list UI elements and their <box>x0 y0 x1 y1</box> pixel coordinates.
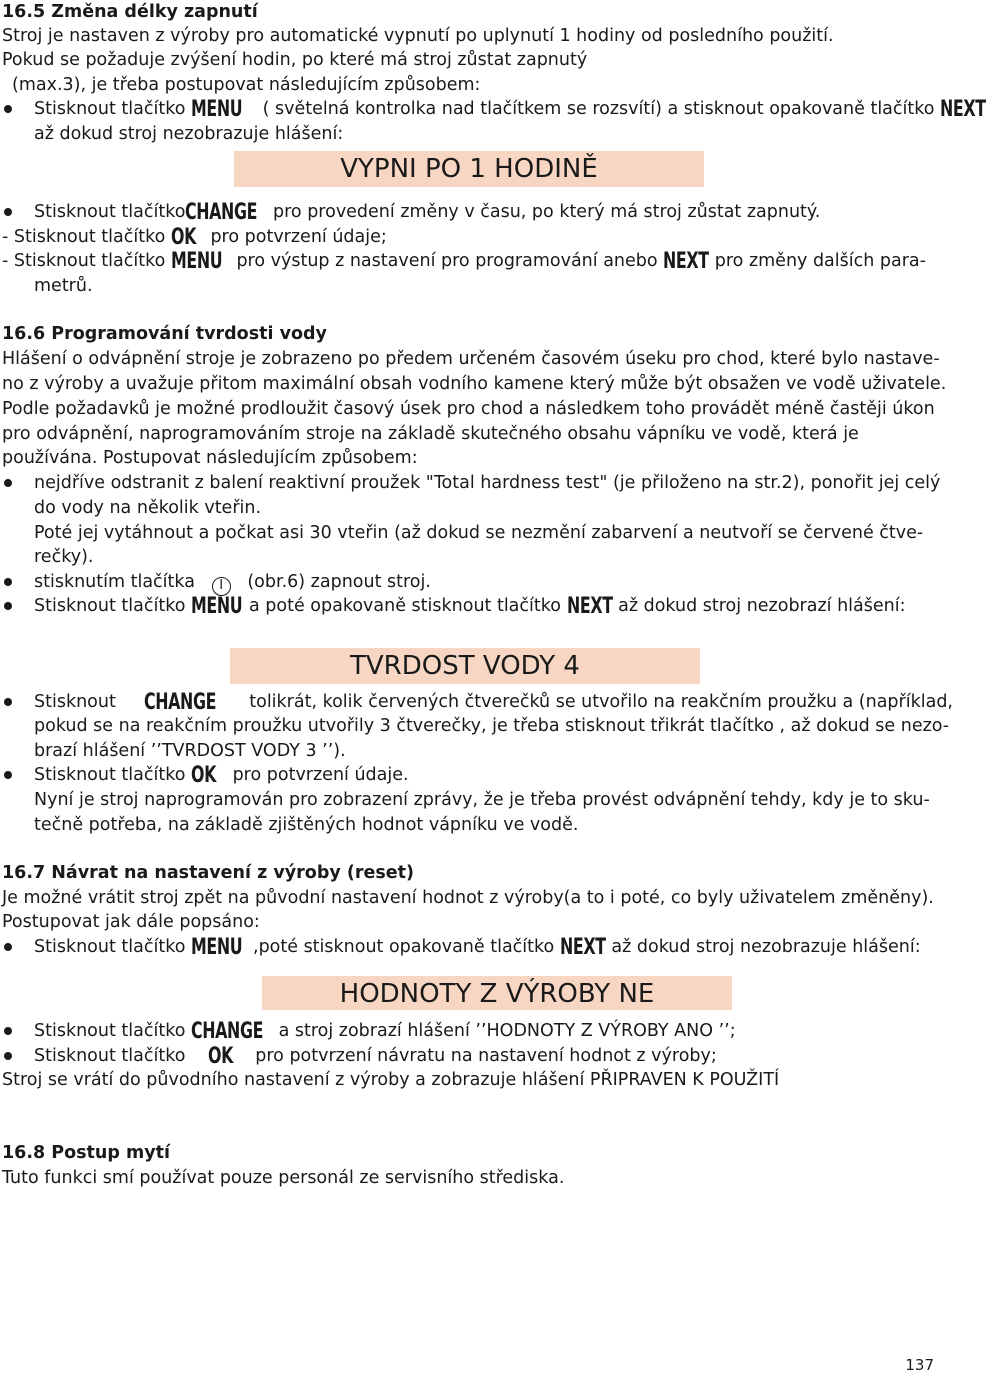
section-heading-16-7: 16.7 Návrat na nastavení z výroby (reset) <box>2 863 414 883</box>
list-item-cont: až dokud stroj nezobrazuje hlášení: <box>34 124 344 144</box>
bullet <box>4 943 12 951</box>
next-button-label: NEXT <box>663 249 709 274</box>
power-icon: I <box>212 577 231 596</box>
text: Stisknout tlačítko <box>34 1021 186 1041</box>
bullet <box>4 578 12 586</box>
list-item-cont: Poté jej vytáhnout a počkat asi 30 vteřin (až dokud se nezmění zabarvení a neutvoří se červené čtve- <box>34 523 924 543</box>
text: Stisknout tlačítko <box>34 765 186 785</box>
ok-button-label: OK <box>170 225 196 250</box>
list-item-cont: metrů. <box>34 276 93 296</box>
text: - Stisknout tlačítko <box>2 251 166 271</box>
ok-button-label: OK <box>207 1044 233 1069</box>
paragraph: pro odvápnění, naprogramováním stroje na základě skutečného obsahu vápníku ve vodě, která je <box>2 424 859 444</box>
bullet <box>4 1027 12 1035</box>
text: pro výstup z nastavení pro programování anebo <box>236 251 658 271</box>
text: stisknutím tlačítka <box>34 572 195 592</box>
text: a poté opakovaně stisknout tlačítko <box>249 596 561 616</box>
bullet <box>4 105 12 113</box>
next-button-label: NEXT <box>559 935 606 960</box>
list-item: nejdříve odstranit z balení reaktivní proužek "Total hardness test" (je přiloženo na str.2), ponořit jej celý <box>34 473 941 493</box>
paragraph: Je možné vrátit stroj zpět na původní nastavení hodnot z výroby(a to i poté, co byly uživatelem změněny). <box>2 888 934 908</box>
list-item <box>34 570 431 596</box>
text: až dokud stroj nezobrazí hlášení: <box>618 596 906 616</box>
list-item-cont: pokud se na reakčním proužku utvořily 3 čtverečky, je třeba stisknout třikrát tlačítko , až dokud se nezo- <box>34 716 950 736</box>
list-item <box>34 97 984 122</box>
list-item <box>34 1019 736 1044</box>
display-message-box: TVRDOST VODY 4 <box>230 648 700 684</box>
text: Stisknout tlačítko <box>34 596 186 616</box>
text: a stroj zobrazí hlášení ’’HODNOTY Z VÝROBY ANO ’’; <box>278 1021 736 1041</box>
bullet <box>4 771 12 779</box>
list-item-cont: tečně potřeba, na základě zjištěných hodnot vápníku ve vodě. <box>34 815 579 835</box>
ok-button-label: OK <box>191 763 217 788</box>
text: pro potvrzení návratu na nastavení hodnot z výroby; <box>255 1046 717 1066</box>
list-item <box>34 200 820 225</box>
text: pro změny dalších para- <box>714 251 926 271</box>
text: ,poté stisknout opakovaně tlačítko <box>253 937 555 957</box>
menu-button-label: MENU <box>170 249 223 274</box>
bullet <box>4 479 12 487</box>
list-item-cont: Nyní je stroj naprogramován pro zobrazení zprávy, že je třeba provést odvápnění tehdy, kdy je to sku- <box>34 790 930 810</box>
text: pro provedení změny v času, po který má stroj zůstat zapnutý. <box>273 202 821 222</box>
text: - Stisknout tlačítko <box>2 227 166 247</box>
list-item <box>34 935 921 960</box>
page-number: 137 <box>905 1356 934 1374</box>
text: tolikrát, kolik červených čtverečků se utvořilo na reakčním proužku a (například, <box>249 692 953 712</box>
bullet <box>4 698 12 706</box>
list-item <box>34 763 409 788</box>
display-message-box: VYPNI PO 1 HODINĚ <box>234 151 704 187</box>
menu-button-label: MENU <box>191 594 243 619</box>
paragraph: (max.3), je třeba postupovat následujícím způsobem: <box>12 75 481 95</box>
change-button-label: CHANGE <box>143 690 216 715</box>
text: až dokud stroj nezobrazuje hlášení: <box>611 937 921 957</box>
bullet <box>4 208 12 216</box>
change-button-label: CHANGE <box>185 200 258 225</box>
list-item-cont: rečky). <box>34 547 94 567</box>
bullet <box>4 1052 12 1060</box>
list-item <box>34 690 953 715</box>
menu-button-label: MENU <box>191 97 243 122</box>
paragraph: používána. Postupovat následujícím způsobem: <box>2 448 418 468</box>
list-item <box>34 1044 717 1069</box>
section-heading-16-5: 16.5 Změna délky zapnutí <box>2 2 258 22</box>
paragraph: Postupovat jak dále popsáno: <box>2 912 260 932</box>
section-heading-16-6: 16.6 Programování tvrdosti vody <box>2 324 327 344</box>
list-item <box>2 225 387 250</box>
text: (obr.6) zapnout stroj. <box>247 572 431 592</box>
text: pro potvrzení údaje. <box>232 765 409 785</box>
text: ( světelná kontrolka nad tlačítkem se rozsvítí) a stisknout opakovaně tlačítko <box>262 99 935 119</box>
display-message-box: HODNOTY Z VÝROBY NE <box>262 976 732 1010</box>
next-button-label: NEXT <box>566 594 613 619</box>
list-item <box>2 249 926 274</box>
paragraph: Tuto funkci smí používat pouze personál ze servisního střediska. <box>2 1168 565 1188</box>
section-heading-16-8: 16.8 Postup mytí <box>2 1143 170 1163</box>
paragraph: Stroj se vrátí do původního nastavení z výroby a zobrazuje hlášení PŘIPRAVEN K POUŽITÍ <box>2 1070 780 1090</box>
list-item-cont: brazí hlášení ’’TVRDOST VODY 3 ’’). <box>34 741 346 761</box>
list-item-cont: do vody na několik vteřin. <box>34 498 262 518</box>
paragraph: Hlášení o odvápnění stroje je zobrazeno po předem určeném časovém úseku pro chod, které bylo nastave- <box>2 349 940 369</box>
text: Stisknout tlačítko <box>34 99 186 119</box>
next-button-label: NEXT <box>940 97 986 122</box>
paragraph: no z výroby a uvažuje přitom maximální obsah vodního kamene který může být obsažen ve vodě uživatele. <box>2 374 947 394</box>
text: Stisknout tlačítko <box>34 1046 186 1066</box>
paragraph: Podle požadavků je možné prodloužit časový úsek pro chod a následkem toho provádět méně častěji úkon <box>2 399 935 419</box>
paragraph: Pokud se požaduje zvýšení hodin, po které má stroj zůstat zapnutý <box>2 50 588 70</box>
text: Stisknout <box>34 692 116 712</box>
text: pro potvrzení údaje; <box>210 227 387 247</box>
bullet <box>4 602 12 610</box>
list-item <box>34 594 906 619</box>
change-button-label: CHANGE <box>191 1019 264 1044</box>
menu-button-label: MENU <box>191 935 243 960</box>
text: Stisknout tlačítko <box>34 202 186 222</box>
paragraph: Stroj je nastaven z výroby pro automatické vypnutí po uplynutí 1 hodiny od posledního použití. <box>2 26 834 46</box>
text: Stisknout tlačítko <box>34 937 186 957</box>
